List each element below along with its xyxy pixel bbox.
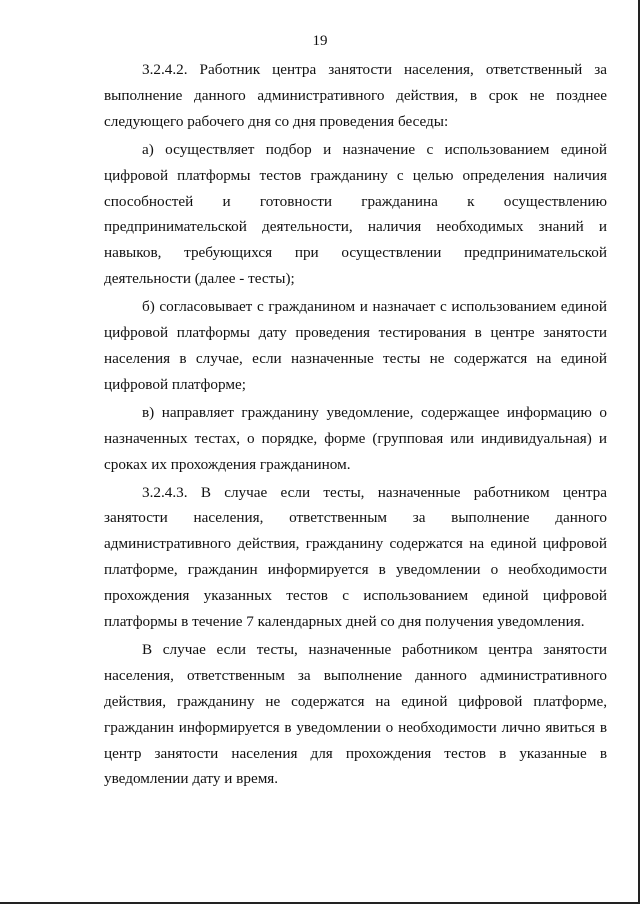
paragraph-item-a: а) осуществляет подбор и назначение с использованием единой цифровой платформы тестов гражданину с целью определения наличия способностей и готовности гражданина к осуществлению предпринимательской деятельности, наличия необходимых знаний и навыков, требующихся при осуществлении предпринимательской деятельности (далее - тесты); bbox=[104, 140, 607, 288]
paragraph-3-2-4-3: 3.2.4.3. В случае если тесты, назначенные работником центра занятости населения, ответственным за выполнение данного административного действия, гражданину содержатся на единой цифровой платформе, гражданин информируется в уведомлении о необходимости прохождения указанных тестов с использованием единой цифровой платформы в течение 7 календарных дней со дня получения уведомления. bbox=[104, 483, 607, 631]
page-number: 19 bbox=[312, 33, 328, 49]
paragraph-item-b: б) согласовывает с гражданином и назначает с использованием единой цифровой платформы дату проведения тестирования в центре занятости населения в случае, если назначенные тесты не содержатся на единой цифровой платформе; bbox=[104, 298, 607, 393]
paragraph-3-2-4-2: 3.2.4.2. Работник центра занятости населения, ответственный за выполнение данного административного действия, в срок не позднее следующего рабочего дня со дня проведения беседы: bbox=[104, 61, 607, 130]
document-body bbox=[104, 57, 607, 792]
paragraph-tests-not-on-platform: В случае если тесты, назначенные работником центра занятости населения, ответственным за выполнение данного административного действия, гражданину не содержатся на единой цифровой платформе, гражданин информируется в уведомлении о необходимости лично явиться в центр занятости населения для прохождения тестов в указанные в уведомлении дату и время. bbox=[104, 640, 607, 788]
paragraph-item-v: в) направляет гражданину уведомление, содержащее информацию о назначенных тестах, о порядке, форме (групповая или индивидуальная) и сроках их прохождения гражданином. bbox=[104, 403, 607, 473]
